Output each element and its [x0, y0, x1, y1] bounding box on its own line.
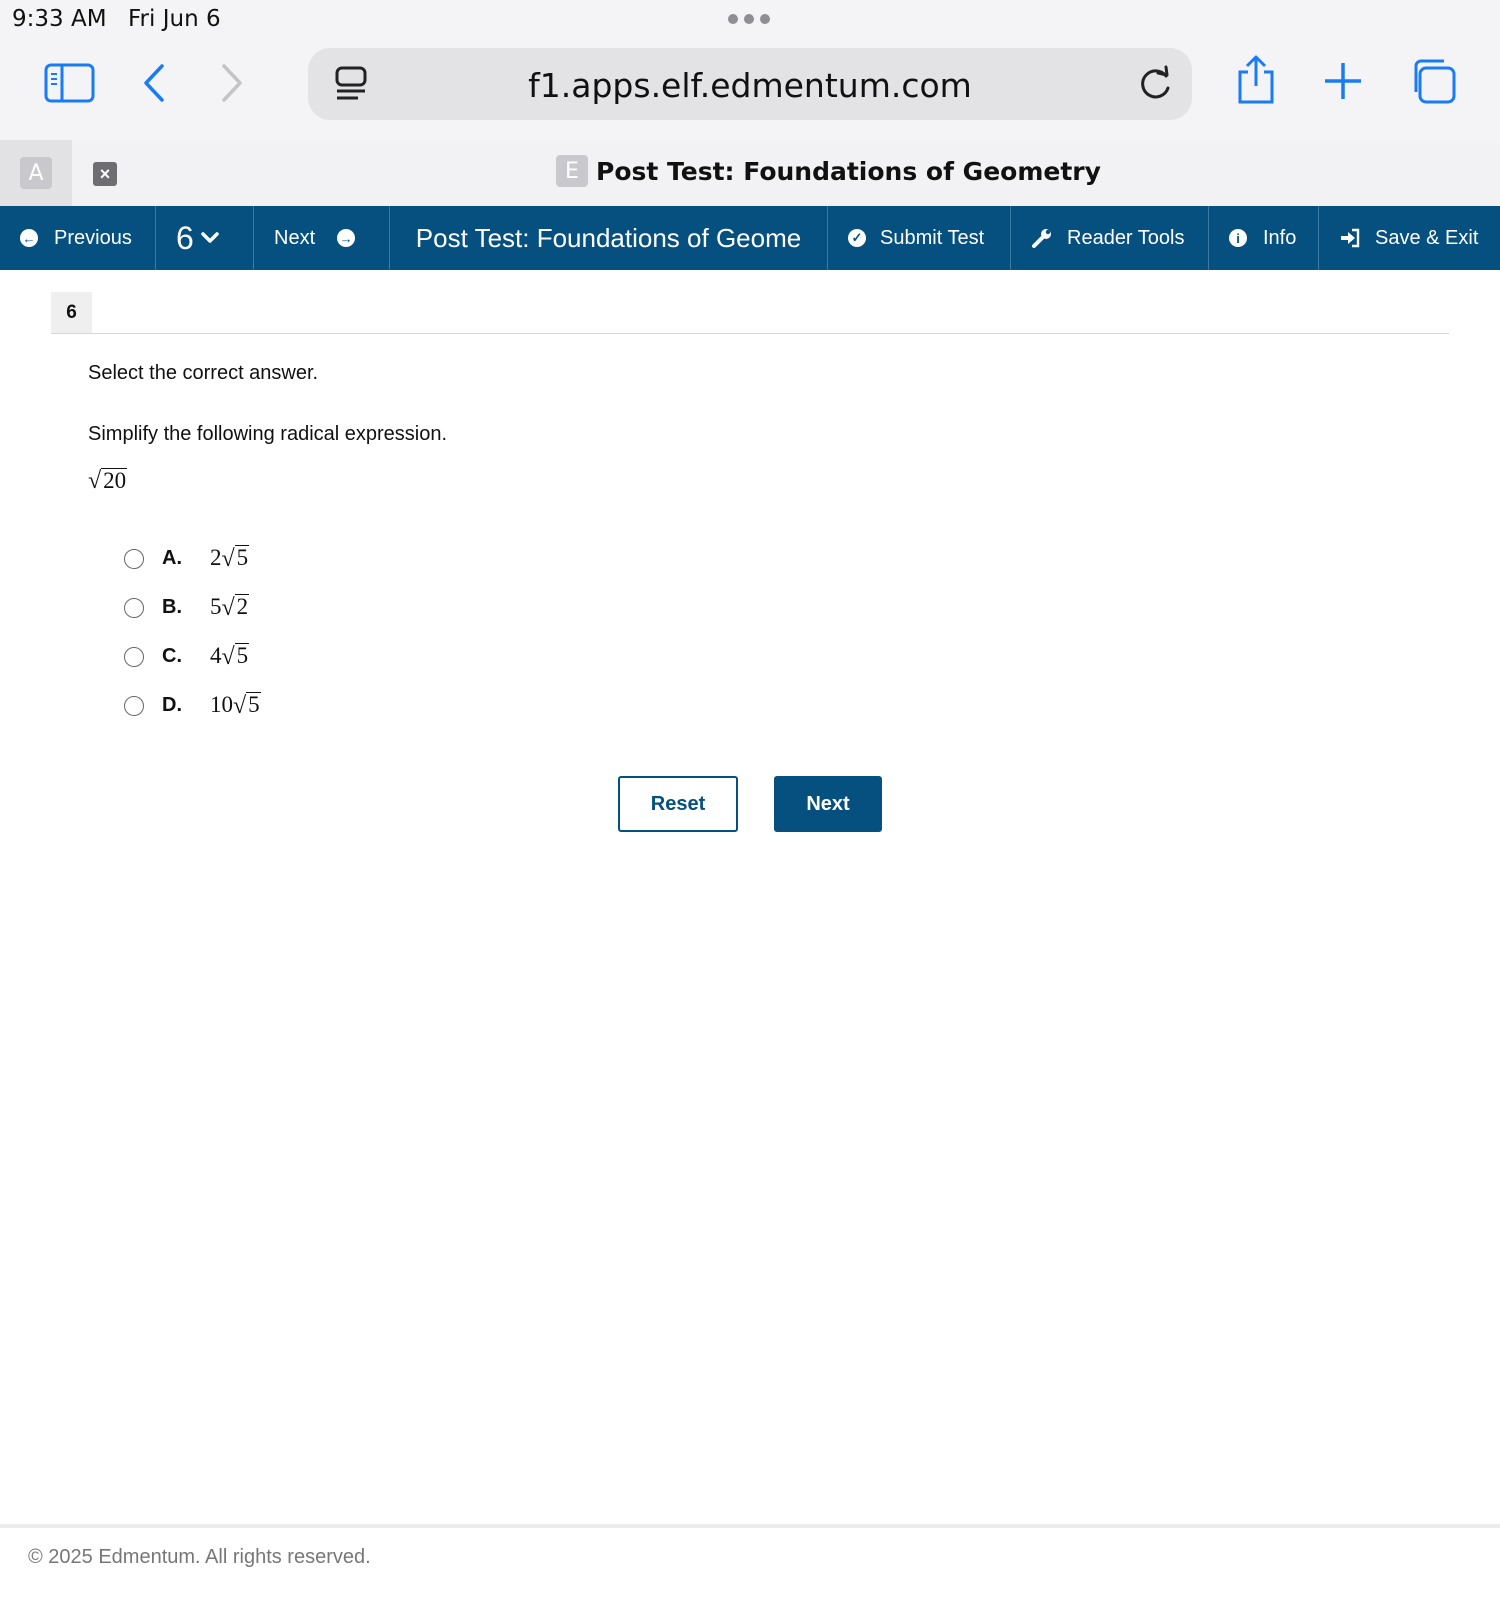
check-circle-icon: ✓ [848, 229, 866, 247]
reset-button[interactable]: Reset [618, 776, 738, 832]
status-bar [0, 0, 1500, 40]
reload-icon[interactable] [1136, 64, 1174, 104]
tab-bar [0, 140, 1500, 207]
previous-button[interactable] [0, 206, 156, 270]
copyright-footer: © 2025 Edmentum. All rights reserved. [28, 1546, 371, 1568]
radio-button[interactable] [124, 696, 144, 716]
status-time: 9:33 AM [12, 6, 107, 32]
radicand: 20 [103, 468, 127, 493]
arrow-left-circle-icon: ← [20, 229, 38, 247]
info-button[interactable] [1209, 206, 1319, 270]
test-title: Post Test: Foundations of Geome [390, 206, 828, 270]
radio-button[interactable] [124, 598, 144, 618]
active-tab[interactable] [556, 155, 1101, 187]
submit-test-button[interactable] [828, 206, 1011, 270]
tab-overview-icon[interactable] [1408, 58, 1458, 106]
option-letter: B. [162, 596, 182, 618]
arrow-right-circle-icon: → [337, 229, 355, 247]
option-expression: 5 √ 2 [210, 594, 249, 621]
question-number-label: 6 [176, 219, 194, 256]
multitasking-dots-icon[interactable] [728, 14, 770, 24]
question-number-dropdown[interactable] [156, 206, 254, 270]
answer-options [124, 534, 261, 730]
answer-option-b[interactable] [124, 583, 261, 632]
forward-icon[interactable] [216, 62, 246, 104]
divider [51, 333, 1449, 334]
option-expression: 10 √ 5 [210, 692, 260, 719]
radio-button[interactable] [124, 549, 144, 569]
sidebar-toggle-icon[interactable] [44, 62, 96, 104]
address-bar[interactable] [308, 48, 1192, 120]
new-tab-icon[interactable] [1322, 60, 1364, 102]
test-navigation-bar [0, 206, 1500, 270]
option-expression: 2 √ 5 [210, 545, 249, 572]
save-exit-button[interactable] [1319, 206, 1500, 270]
url-text[interactable]: f1.apps.elf.edmentum.com [528, 66, 972, 105]
next-button[interactable]: Next [774, 776, 882, 832]
reader-tools-button[interactable] [1011, 206, 1209, 270]
answer-option-a[interactable] [124, 534, 261, 583]
option-letter: A. [162, 547, 182, 569]
radical-expression [88, 468, 127, 494]
close-tab-icon[interactable]: × [93, 162, 117, 186]
tab-title: Post Test: Foundations of Geometry [596, 156, 1101, 186]
sign-out-icon [1339, 228, 1361, 248]
option-letter: D. [162, 694, 182, 716]
radical-sign-icon: √ [88, 468, 102, 495]
footer-divider [0, 1524, 1500, 1528]
question-number-badge: 6 [51, 292, 92, 334]
submit-test-label: Submit Test [880, 226, 985, 249]
wrench-icon [1031, 227, 1053, 249]
question-prompt: Simplify the following radical expression. [88, 423, 448, 445]
nav-next-button[interactable] [254, 206, 390, 270]
chevron-down-icon [200, 231, 220, 245]
share-icon[interactable] [1234, 54, 1278, 106]
previous-label: Previous [54, 226, 132, 249]
browser-toolbar [0, 40, 1500, 140]
save-exit-label: Save & Exit [1375, 226, 1479, 249]
radio-button[interactable] [124, 647, 144, 667]
tab-favicon: E [556, 155, 588, 187]
back-icon[interactable] [140, 62, 170, 104]
status-date: Fri Jun 6 [128, 6, 221, 32]
reader-tools-label: Reader Tools [1067, 226, 1185, 249]
info-label: Info [1263, 226, 1297, 249]
tab-a-favicon: A [20, 157, 52, 189]
info-circle-icon: i [1229, 229, 1247, 247]
question-instruction: Select the correct answer. [88, 362, 319, 384]
nav-next-label: Next [274, 226, 316, 249]
option-expression: 4 √ 5 [210, 643, 249, 670]
option-letter: C. [162, 645, 182, 667]
answer-option-c[interactable] [124, 632, 261, 681]
tab-a[interactable] [0, 140, 72, 206]
answer-option-d[interactable] [124, 681, 261, 730]
